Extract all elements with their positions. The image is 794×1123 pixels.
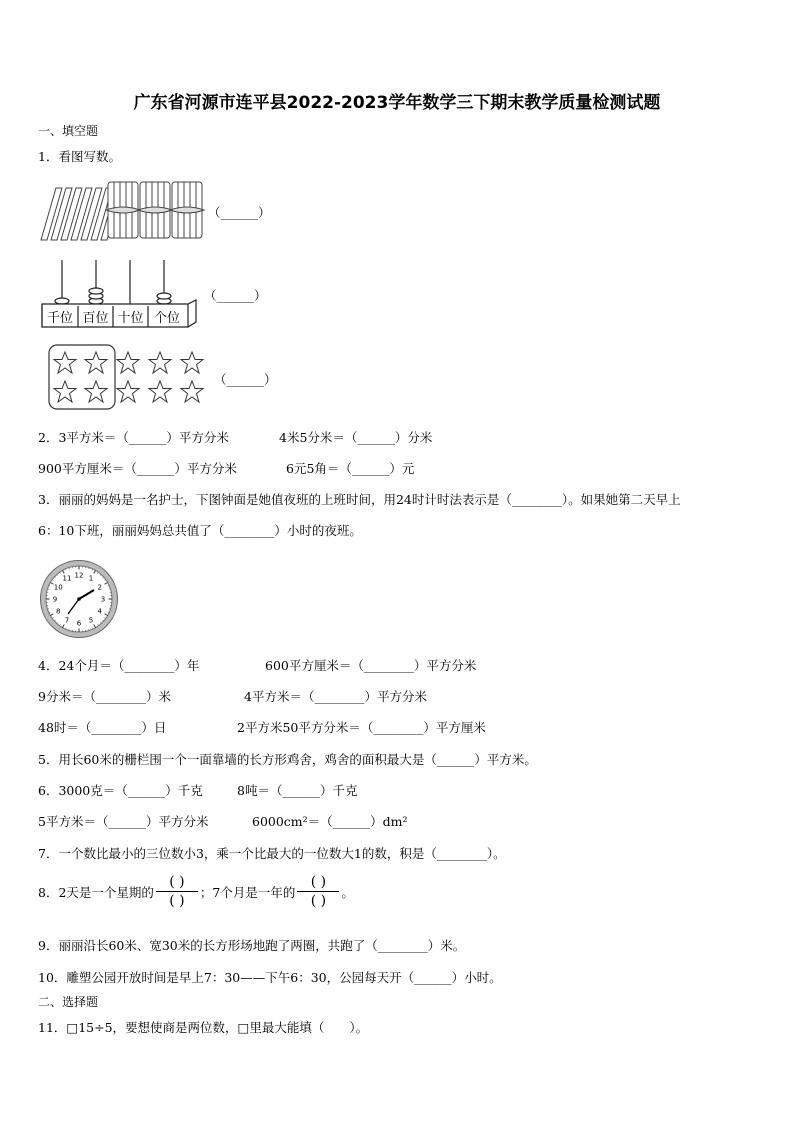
clock-number: 4	[97, 607, 103, 616]
q8-frac2-denominator[interactable]: ( )	[310, 893, 327, 909]
q9-text: 9．丽丽沿长60米、宽30米的长方形场地跑了两圈，共跑了（________）米。	[38, 938, 466, 953]
clock-number: 1	[88, 574, 94, 583]
q8-frac1-denominator[interactable]: ( )	[169, 893, 185, 909]
q1-answer-1[interactable]: （______）	[208, 205, 271, 220]
q6-line1-part-b: 8吨＝（______）千克	[237, 783, 358, 798]
clock-number: 5	[88, 616, 94, 625]
abacus-label-thousands: 千位	[46, 311, 73, 326]
q8-frac2-numerator[interactable]: ( )	[310, 874, 327, 890]
clock-number: 3	[100, 595, 106, 604]
q6-line1-part-a: 6．3000克＝（______）千克	[38, 783, 203, 798]
q4-line3-part-b: 2平方米50平方分米＝（________）平方厘米	[237, 720, 486, 735]
q2-line1-part-a: 2．3平方米＝（______）平方分米	[38, 430, 229, 445]
abacus-label-hundreds: 百位	[82, 311, 109, 326]
abacus-figure	[38, 258, 198, 330]
clock-number: 12	[74, 571, 84, 580]
q4-line1-part-b: 600平方厘米＝（________）平方分米	[265, 658, 477, 673]
clock-number: 11	[62, 574, 72, 583]
clock-number: 9	[52, 595, 58, 604]
q10-text: 10．雕塑公园开放时间是早上7：30——下午6：30，公园每天开（______）小时。	[38, 970, 502, 985]
clock-number: 2	[97, 583, 103, 592]
abacus-label-ones: 个位	[153, 311, 180, 326]
q3-line2: 6：10下班，丽丽妈妈总共值了（________）小时的夜班。	[38, 523, 362, 538]
q5-text: 5．用长60米的栅栏围一个一面靠墙的长方形鸡舍，鸡舍的面积最大是（______）平方米。	[38, 752, 537, 767]
q8-text	[38, 873, 354, 910]
q8-part-c: 。	[341, 884, 354, 900]
q8-part-a: 8．2天是一个星期的	[38, 884, 154, 900]
q4-line3-part-a: 48时＝（________）日	[38, 720, 167, 735]
q8-frac1-numerator[interactable]: ( )	[169, 874, 185, 890]
sticks-bundles-figure	[38, 180, 208, 242]
q7-text: 7．一个数比最小的三位数小3，乘一个比最大的一位数大1的数，积是（________）。	[38, 846, 506, 861]
question-1-prompt: 1．看图写数。	[38, 149, 121, 164]
q6-line2-part-b: 6000cm²＝（______）dm²	[252, 814, 408, 829]
q2-line2-part-a: 900平方厘米＝（______）平方分米	[38, 461, 237, 476]
section-heading-multiple-choice: 二、选择题	[38, 995, 99, 1009]
q8-part-b: ；7个月是一年的	[199, 884, 296, 900]
q3-line1: 3．丽丽的妈妈是一名护士，下图钟面是她值夜班的上班时间，用24时计时法表示是（________）。如果她第二天早上	[38, 492, 681, 507]
q2-line1-part-b: 4米5分米＝（______）分米	[279, 430, 433, 445]
clock-number: 6	[76, 619, 82, 628]
q8-fraction-1[interactable]	[156, 873, 198, 910]
section-heading-fill-blank: 一、填空题	[38, 124, 99, 138]
q1-answer-3[interactable]: （______）	[214, 372, 277, 387]
abacus-label-tens: 十位	[117, 311, 144, 326]
clock-number: 7	[64, 616, 70, 625]
q4-line2-part-a: 9分米＝（________）米	[38, 689, 171, 704]
clock-number: 10	[53, 583, 63, 592]
q11-text: 11．□15÷5，要想使商是两位数，□里最大能填（ ）。	[38, 1020, 369, 1035]
q4-line1-part-a: 4．24个月＝（________）年	[38, 658, 200, 673]
q2-line2-part-b: 6元5角＝（______）元	[286, 461, 415, 476]
q4-line2-part-b: 4平方米＝（________）平方分米	[244, 689, 427, 704]
clock-figure	[39, 559, 119, 639]
q1-answer-2[interactable]: （______）	[204, 288, 267, 303]
q6-line2-part-a: 5平方米＝（______）平方分米	[38, 814, 209, 829]
page-title: 广东省河源市连平县2022-2023学年数学三下期末教学质量检测试题	[133, 93, 661, 113]
clock-number: 8	[55, 607, 61, 616]
stars-figure	[48, 344, 213, 412]
q8-fraction-2[interactable]	[297, 873, 339, 910]
